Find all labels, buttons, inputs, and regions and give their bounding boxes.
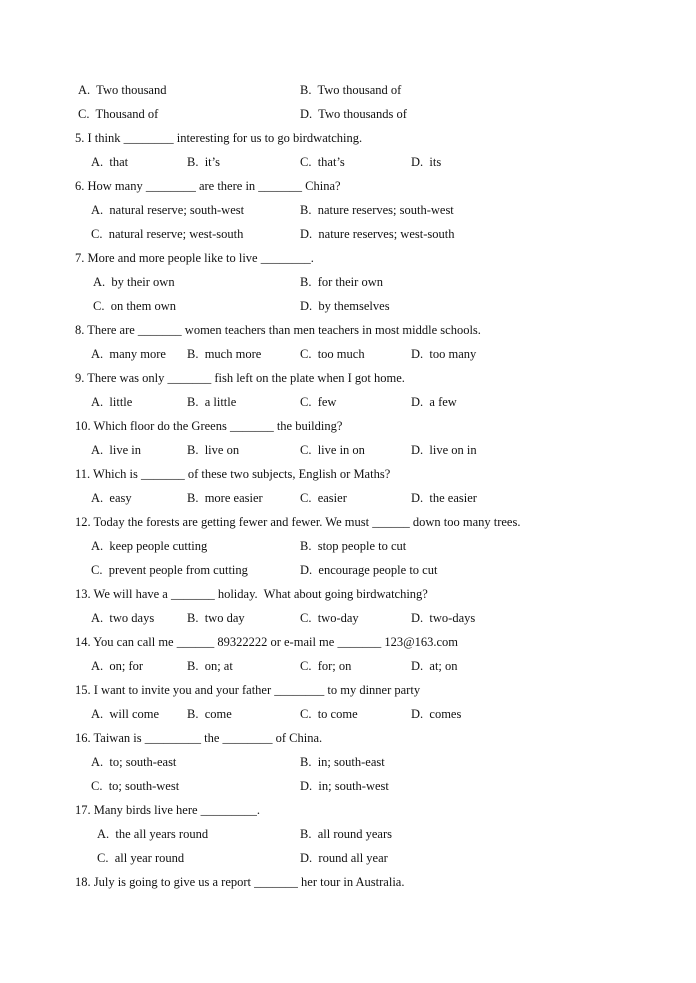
- answer-option: A. that: [91, 155, 129, 169]
- answer-option: A. will come: [91, 707, 160, 721]
- answer-option: D. comes: [411, 707, 462, 721]
- answer-option: B. more easier: [187, 491, 263, 505]
- answer-option: D. at; on: [411, 659, 458, 673]
- answer-option: C. prevent people from cutting: [91, 563, 248, 577]
- answer-option: D. in; south-west: [300, 779, 389, 793]
- answer-option: C. all year round: [97, 851, 185, 865]
- answer-option: C. natural reserve; west-south: [91, 227, 244, 241]
- question-text: 11. Which is _______ of these two subjects, English or Maths?: [75, 467, 391, 481]
- answer-option: A. Two thousand: [78, 83, 167, 97]
- answer-option: D. round all year: [300, 851, 388, 865]
- answer-option: C. Thousand of: [78, 107, 159, 121]
- answer-option: D. by themselves: [300, 299, 390, 313]
- answer-option: D. two-days: [411, 611, 476, 625]
- answer-option: C. for; on: [300, 659, 352, 673]
- answer-option: B. for their own: [300, 275, 383, 289]
- answer-option: B. much more: [187, 347, 262, 361]
- question-text: 7. More and more people like to live ________.: [75, 251, 314, 265]
- question-text: 13. We will have a _______ holiday. What about going birdwatching?: [75, 587, 428, 601]
- question-text: 9. There was only _______ fish left on the plate when I got home.: [75, 371, 405, 385]
- answer-option: C. on them own: [93, 299, 176, 313]
- answer-option: A. live in: [91, 443, 141, 457]
- answer-option: B. a little: [187, 395, 237, 409]
- answer-option: D. live on in: [411, 443, 477, 457]
- answer-option: B. on; at: [187, 659, 233, 673]
- answer-option: A. to; south-east: [91, 755, 177, 769]
- answer-option: B. live on: [187, 443, 240, 457]
- question-text: 15. I want to invite you and your father ________ to my dinner party: [75, 683, 421, 697]
- answer-option: D. a few: [411, 395, 457, 409]
- answer-option: A. little: [91, 395, 133, 409]
- answer-option: B. come: [187, 707, 232, 721]
- answer-option: B. in; south-east: [300, 755, 385, 769]
- answer-option: C. two-day: [300, 611, 359, 625]
- question-text: 6. How many ________ are there in _______ China?: [75, 179, 341, 193]
- answer-option: B. all round years: [300, 827, 392, 841]
- answer-option: A. many more: [91, 347, 166, 361]
- answer-option: D. encourage people to cut: [300, 563, 438, 577]
- question-text: 16. Taiwan is _________ the ________ of China.: [75, 731, 323, 745]
- answer-option: D. the easier: [411, 491, 477, 505]
- answer-option: B. two day: [187, 611, 245, 625]
- answer-option: D. nature reserves; west-south: [300, 227, 455, 241]
- answer-option: C. too much: [300, 347, 365, 361]
- answer-option: D. too many: [411, 347, 477, 361]
- answer-option: A. two days: [91, 611, 155, 625]
- answer-option: B. stop people to cut: [300, 539, 407, 553]
- answer-option: A. on; for: [91, 659, 144, 673]
- answer-option: D. Two thousands of: [300, 107, 407, 121]
- answer-option: A. easy: [91, 491, 132, 505]
- answer-option: A. the all years round: [97, 827, 209, 841]
- answer-option: C. few: [300, 395, 337, 409]
- question-text: 17. Many birds live here _________.: [75, 803, 261, 817]
- answer-option: C. to come: [300, 707, 358, 721]
- answer-option: B. it’s: [187, 155, 220, 169]
- answer-option: C. live in on: [300, 443, 365, 457]
- answer-option: D. its: [411, 155, 442, 169]
- question-text: 10. Which floor do the Greens _______ the building?: [75, 419, 343, 433]
- question-text: 18. July is going to give us a report _______ her tour in Australia.: [75, 875, 405, 889]
- question-text: 8. There are _______ women teachers than men teachers in most middle schools.: [75, 323, 481, 337]
- answer-option: C. to; south-west: [91, 779, 180, 793]
- question-text: 12. Today the forests are getting fewer and fewer. We must ______ down too many trees.: [75, 515, 521, 529]
- question-text: 14. You can call me ______ 89322222 or e-mail me _______ 123@163.com: [75, 635, 458, 649]
- answer-option: B. Two thousand of: [300, 83, 402, 97]
- answer-option: A. keep people cutting: [91, 539, 208, 553]
- answer-option: A. by their own: [93, 275, 175, 289]
- answer-option: C. easier: [300, 491, 347, 505]
- answer-option: B. nature reserves; south-west: [300, 203, 454, 217]
- answer-option: A. natural reserve; south-west: [91, 203, 245, 217]
- question-text: 5. I think ________ interesting for us to go birdwatching.: [75, 131, 363, 145]
- answer-option: C. that’s: [300, 155, 345, 169]
